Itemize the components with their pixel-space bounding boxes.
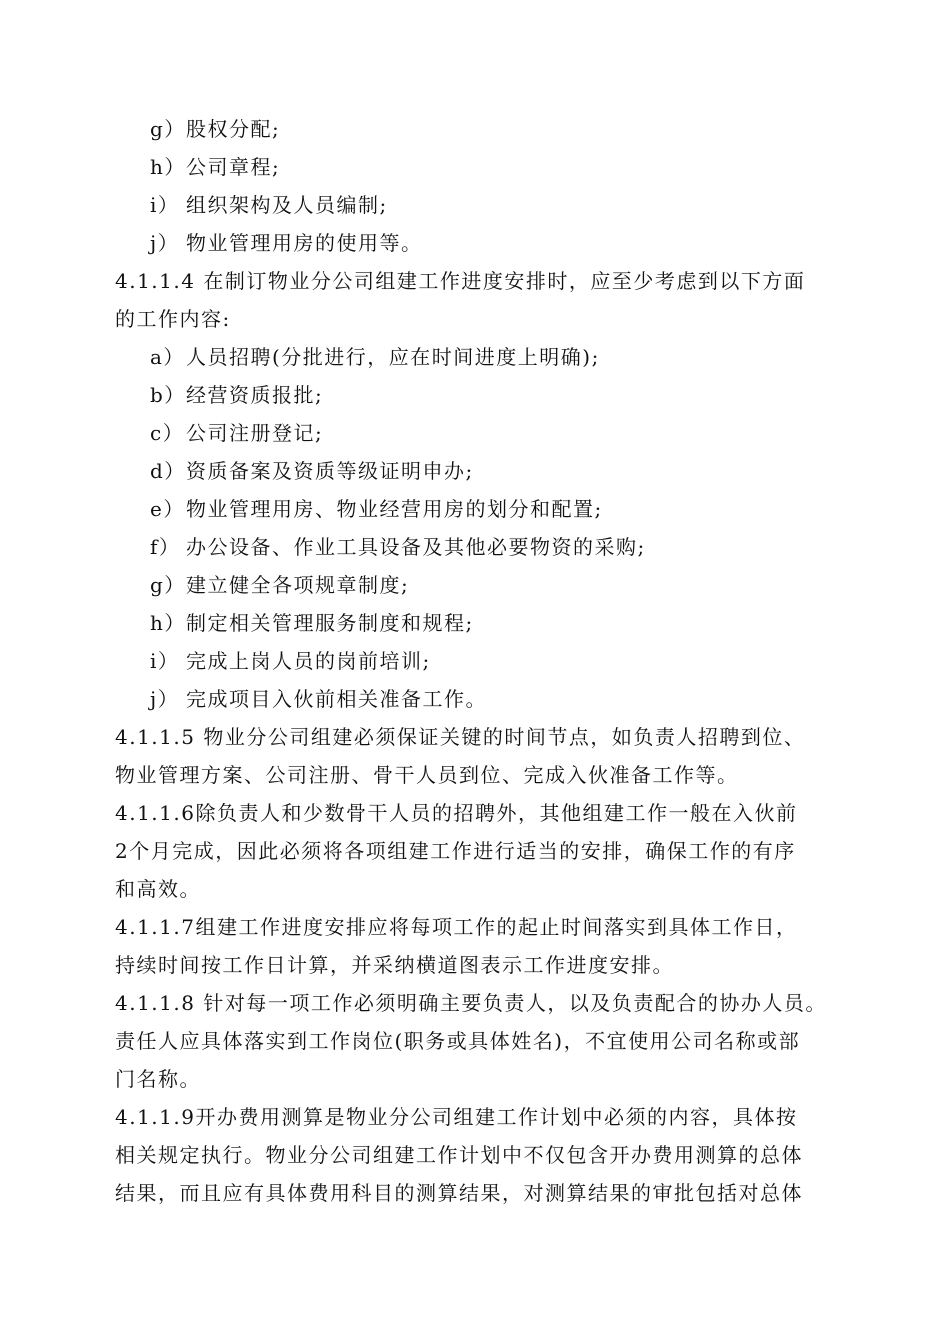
list-marker: b）	[150, 383, 186, 407]
paragraph-4-1-1-6-line: 4.1.1.6除负责人和少数骨干人员的招聘外，其他组建工作一般在入伙前	[115, 801, 798, 825]
paragraph-4-1-1-8-line: 责任人应具体落实到工作岗位(职务或具体姓名)，不宜使用公司名称或部	[115, 1029, 801, 1053]
list-marker: f）	[150, 535, 181, 559]
paragraph-4-1-1-9-line: 结果，而且应有具体费用科目的测算结果，对测算结果的审批包括对总体	[115, 1181, 803, 1205]
list-item	[150, 116, 280, 142]
list-marker: i）	[150, 193, 180, 217]
list-item	[150, 458, 474, 484]
list-marker: e）	[150, 497, 185, 521]
paragraph-4-1-1-5-line: 4.1.1.5 物业分公司组建必须保证关键的时间节点，如负责人招聘到位、	[115, 725, 806, 749]
list-marker: a）	[150, 345, 185, 369]
list-item-text: 物业管理用房、物业经营用房的划分和配置;	[186, 497, 603, 521]
paragraph-4-1-1-4-line: 4.1.1.4 在制订物业分公司组建工作进度安排时，应至少考虑到以下方面	[115, 269, 806, 293]
list-item	[150, 344, 600, 370]
paragraph-4-1-1-7-line: 持续时间按工作日计算，并采纳横道图表示工作进度安排。	[115, 953, 674, 977]
list-item-text: 公司章程;	[186, 155, 281, 179]
paragraph-4-1-1-6-line: 2个月完成，因此必须将各项组建工作进行适当的安排，确保工作的有序	[115, 839, 796, 863]
list-item	[150, 382, 323, 408]
paragraph-4-1-1-8-line: 4.1.1.8 针对每一项工作必须明确主要负责人，以及负责配合的协办人员。	[115, 991, 827, 1015]
list-item-text: 建立健全各项规章制度;	[186, 573, 410, 597]
list-item	[150, 496, 603, 522]
list-item-text: 物业管理用房的使用等。	[186, 231, 423, 255]
list-item	[150, 534, 646, 560]
list-marker: c）	[150, 421, 185, 445]
list-item-text: 组织架构及人员编制;	[186, 193, 388, 217]
list-item	[150, 572, 409, 598]
list-item-text: 经营资质报批;	[186, 383, 324, 407]
list-item	[150, 154, 280, 180]
list-item-text: 办公设备、作业工具设备及其他必要物资的采购;	[186, 535, 646, 559]
paragraph-4-1-1-5-line: 物业管理方案、公司注册、骨干人员到位、完成入伙准备工作等。	[115, 763, 739, 787]
list-marker: j）	[150, 687, 180, 711]
paragraph-4-1-1-8-line: 门名称。	[115, 1067, 201, 1091]
paragraph-4-1-1-7-line: 4.1.1.7组建工作进度安排应将每项工作的起止时间落实到具体工作日，	[115, 915, 798, 939]
list-item	[150, 686, 487, 712]
list-marker: g）	[150, 573, 186, 597]
list-item-text: 制定相关管理服务制度和规程;	[186, 611, 474, 635]
list-marker: i）	[150, 649, 180, 673]
list-item-text: 公司注册登记;	[186, 421, 324, 445]
list-item	[150, 610, 474, 636]
paragraph-4-1-1-9-line: 4.1.1.9开办费用测算是物业分公司组建工作计划中必须的内容，具体按	[115, 1105, 798, 1129]
list-marker: h）	[150, 611, 186, 635]
list-marker: d）	[150, 459, 186, 483]
list-item-text: 完成项目入伙前相关准备工作。	[186, 687, 487, 711]
paragraph-4-1-1-4-line: 的工作内容:	[115, 307, 231, 331]
list-marker: j）	[150, 231, 180, 255]
list-item-text: 人员招聘(分批进行，应在时间进度上明确);	[186, 345, 600, 369]
list-item-text: 完成上岗人员的岗前培训;	[186, 649, 431, 673]
list-item	[150, 192, 388, 218]
list-item	[150, 230, 423, 256]
list-marker: h）	[150, 155, 186, 179]
list-item-text: 资质备案及资质等级证明申办;	[186, 459, 474, 483]
paragraph-4-1-1-6-line: 和高效。	[115, 877, 201, 901]
list-marker: g）	[150, 117, 186, 141]
list-item	[150, 648, 431, 674]
list-item-text: 股权分配;	[186, 117, 281, 141]
list-item	[150, 420, 323, 446]
paragraph-4-1-1-9-line: 相关规定执行。物业分公司组建工作计划中不仅包含开办费用测算的总体	[115, 1143, 803, 1167]
